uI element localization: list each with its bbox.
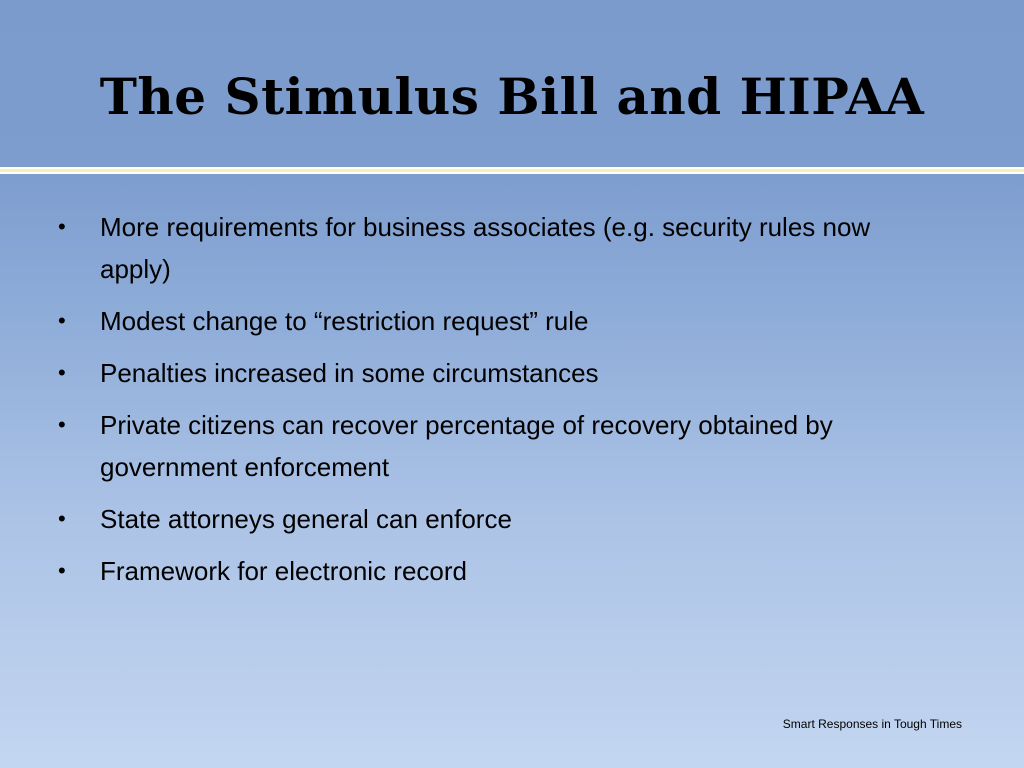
- bullet-icon: •: [58, 360, 66, 385]
- bullet-icon: •: [58, 214, 66, 239]
- bullet-icon: •: [58, 558, 66, 583]
- bullet-text: State attorneys general can enforce: [100, 504, 512, 534]
- bullet-item: [58, 498, 938, 540]
- bullet-list: [58, 206, 938, 602]
- bullet-icon: •: [58, 506, 66, 531]
- title-divider: [0, 167, 1024, 174]
- bullet-text: Private citizens can recover percentage of recovery obtained by government enforcement: [100, 410, 833, 482]
- bullet-text: Modest change to “restriction request” rule: [100, 306, 589, 336]
- bullet-item: [58, 206, 938, 290]
- bullet-item: [58, 404, 938, 488]
- bullet-text: Penalties increased in some circumstances: [100, 358, 599, 388]
- bullet-icon: •: [58, 412, 66, 437]
- bullet-text: Framework for electronic record: [100, 556, 467, 586]
- slide-title: The Stimulus Bill and HIPAA: [99, 67, 925, 126]
- slide-footer: Smart Responses in Tough Times: [782, 717, 962, 731]
- bullet-item: [58, 300, 938, 342]
- bullet-icon: •: [58, 308, 66, 333]
- bullet-item: [58, 550, 938, 592]
- bullet-item: [58, 352, 938, 394]
- title-divider-accent: [0, 169, 1024, 172]
- bullet-text: More requirements for business associates (e.g. security rules now apply): [100, 212, 871, 284]
